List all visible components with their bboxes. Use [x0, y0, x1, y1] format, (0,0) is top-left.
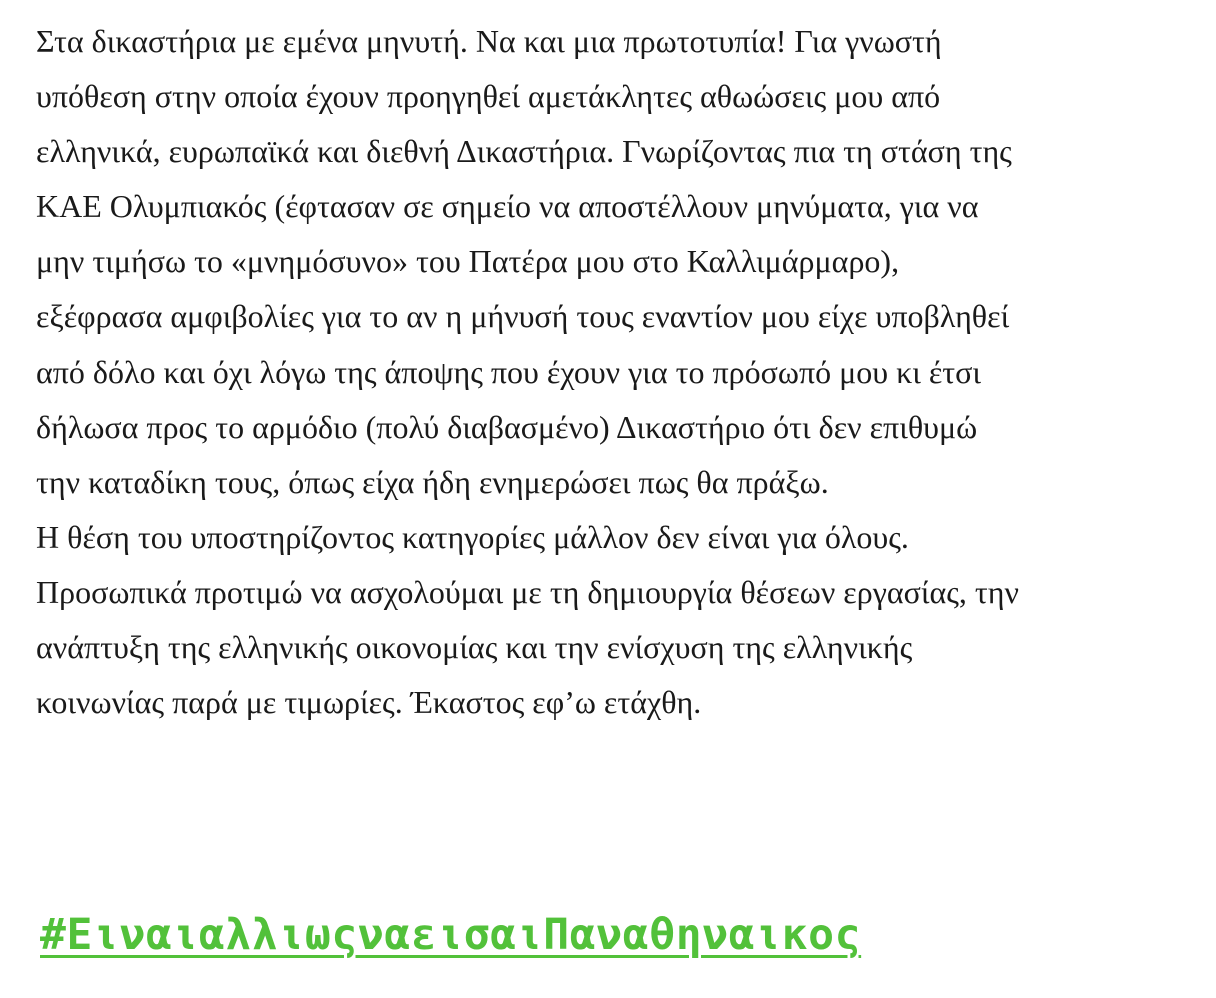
statement-line-5: μην τιμήσω το «μνημόσυνο» του Πατέρα μου στο Καλλιμάρμαρο),	[36, 243, 900, 280]
statement-text	[36, 14, 1206, 730]
statement-line-13: κοινωνίας παρά με τιμωρίες. Έκαστος εφ’ω ετάχθη.	[36, 684, 702, 721]
statement-line-1: Στα δικαστήρια με εμένα μηνυτή. Να και μια πρωτοτυπία! Για γνωστή	[36, 23, 942, 59]
statement-line-8: δήλωσα προς το αρμόδιο (πολύ διαβασμένο) Δικαστήριο ότι δεν επιθυμώ	[36, 408, 978, 445]
statement-line-4: ΚΑΕ Ολυμπιακός (έφτασαν σε σημείο να αποστέλλουν μηνύματα, για να	[36, 188, 979, 225]
statement-line-2: υπόθεση στην οποία έχουν προηγηθεί αμετάκλητες αθωώσεις μου από	[36, 78, 941, 115]
statement-line-11: Προσωπικά προτιμώ να ασχολούμαι με τη δημιουργία θέσεων εργασίας, την	[36, 573, 1019, 610]
statement-line-12: ανάπτυξη της ελληνικής οικονομίας και την ενίσχυση της ελληνικής	[36, 629, 913, 666]
statement-line-7: από δόλο και όχι λόγω της άποψης που έχουν για το πρόσωπό μου κι έτσι	[36, 353, 981, 390]
statement-line-10: Η θέση του υποστηρίζοντος κατηγορίες μάλλον δεν είναι για όλους.	[36, 518, 909, 555]
hashtag-link[interactable]: #ΕιναιαλλιωςναεισαιΠαναθηναικος	[40, 910, 862, 960]
statement-line-3: ελληνικά, ευρωπαϊκά και διεθνή Δικαστήρια. Γνωρίζοντας πια τη στάση της	[36, 133, 1012, 170]
statement-line-6: εξέφρασα αμφιβολίες για το αν η μήνυσή τους εναντίον μου είχε υποβληθεί	[36, 298, 1010, 335]
statement-line-9: την καταδίκη τους, όπως είχα ήδη ενημερώσει πως θα πράξω.	[36, 463, 829, 500]
